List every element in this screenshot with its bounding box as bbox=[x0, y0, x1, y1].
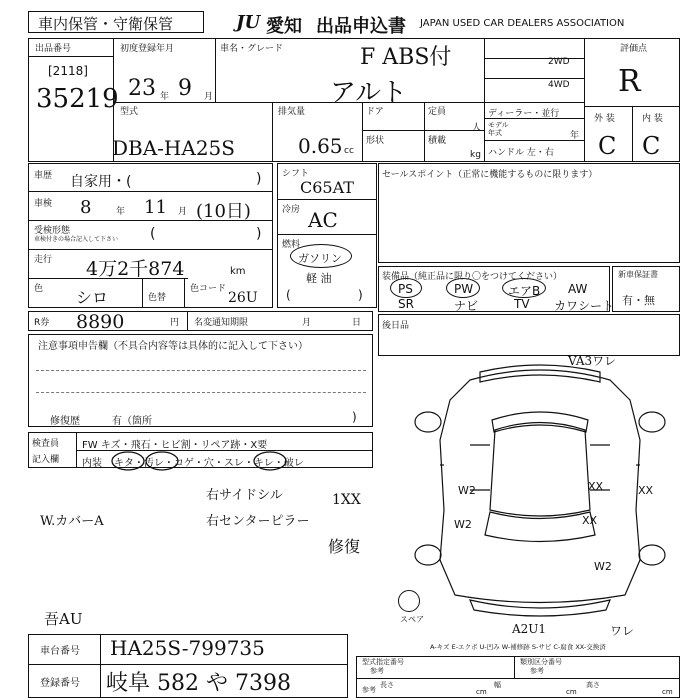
wheel-rr bbox=[639, 545, 665, 565]
spare-label: スペア bbox=[400, 615, 424, 624]
car-diagram bbox=[410, 360, 670, 620]
inspector-circles bbox=[100, 444, 300, 474]
grade-value: F ABS付 bbox=[360, 45, 452, 70]
color-code-value: 26U bbox=[228, 290, 258, 306]
diag-note-top: VA3ワレ bbox=[568, 354, 617, 368]
insp-day: (10日) bbox=[196, 201, 251, 222]
inspector-label2: 記入欄 bbox=[32, 455, 60, 465]
grade-score-value: R bbox=[618, 64, 641, 99]
mileage-value: 4万2千874 bbox=[86, 258, 185, 280]
exterior-label: 外 装 bbox=[594, 114, 615, 124]
note-wcover: W.カバーA bbox=[40, 514, 104, 529]
repair-close: ) bbox=[352, 410, 357, 424]
equip-aw: AW bbox=[568, 282, 588, 296]
insp-year-unit: 年 bbox=[116, 207, 126, 217]
r-value: 8890 bbox=[76, 311, 125, 333]
person-unit: 人 bbox=[472, 123, 482, 133]
dealer-label: ディーラー・並行 bbox=[488, 109, 560, 119]
receive-open: ( bbox=[150, 226, 156, 242]
inspector-int-row: キタ・汚レ・コゲ・穴・スレ・キレ・破レ bbox=[114, 458, 304, 469]
note-1xx: 1XX bbox=[332, 492, 361, 508]
model-year-label: モデル 年式 bbox=[488, 121, 509, 138]
ref-width: 幅 bbox=[494, 681, 501, 689]
equip-pw-circle bbox=[446, 278, 480, 298]
equip-navi: ナビ bbox=[454, 299, 479, 313]
color-change-label: 色替 bbox=[148, 293, 167, 303]
ref-cm-3: cm bbox=[662, 688, 673, 696]
damage-legend: A-キズ E-エクボ U-凹み W-補修跡 S-サビ C-腐食 XX-交換済 bbox=[430, 643, 606, 651]
equip-airbag: エアB bbox=[508, 284, 541, 298]
fuel-gas: ガソリン bbox=[298, 252, 342, 265]
ref-length: 長さ bbox=[380, 681, 394, 689]
model-name-label: 車名・グレード bbox=[220, 44, 284, 54]
equip-seat: カワシート bbox=[554, 299, 615, 313]
mileage-label: 走行 bbox=[34, 255, 53, 265]
equip-airbag-circle bbox=[502, 278, 546, 298]
doors-label: ドア bbox=[366, 107, 384, 117]
lot-no-label: 出品番号 bbox=[35, 44, 72, 54]
model-code-value: DBA-HA25S bbox=[112, 136, 235, 160]
ref-cm-1: cm bbox=[476, 688, 487, 696]
interior-label: 内 装 bbox=[642, 114, 663, 124]
ref-head-2: 類別区分番号 bbox=[520, 658, 562, 666]
inspector-fw-row: FW キズ・飛石・ヒビ割・リペア跡・X要 bbox=[82, 440, 268, 451]
color-value: シロ bbox=[76, 288, 109, 307]
interior-score: C bbox=[642, 132, 661, 160]
reg-month-unit: 月 bbox=[204, 92, 214, 102]
ref-sub-2: 参考 bbox=[530, 667, 544, 675]
receive-label: 受検形態 bbox=[34, 226, 71, 236]
shift-value: C65AT bbox=[300, 178, 354, 197]
receive-note: 車検付きの場合記入して下さい bbox=[34, 236, 119, 243]
spare-tire bbox=[398, 590, 420, 612]
wheel-rl bbox=[415, 545, 441, 565]
receive-close: ) bbox=[256, 226, 262, 242]
sales-point-label: セールスポイント（正常に機能するものに限ります） bbox=[382, 170, 598, 180]
note-repaired: 修復 bbox=[328, 537, 361, 556]
diag-mark-w2-c: W2 bbox=[594, 560, 612, 573]
ac-label: 冷房 bbox=[282, 205, 301, 215]
note-center-pillar: 右センターピラー bbox=[206, 514, 310, 529]
fuel-paren-close: ) bbox=[358, 288, 363, 302]
after-frame bbox=[378, 314, 680, 356]
after-label: 後日品 bbox=[382, 321, 410, 331]
equip-tv: TV bbox=[514, 297, 530, 311]
mileage-unit: km bbox=[230, 266, 246, 277]
plate-label: 登録番号 bbox=[40, 678, 80, 689]
capacity-label: 定員 bbox=[428, 107, 447, 117]
notice-label: 名変通知期限 bbox=[194, 318, 249, 328]
equip-ps-circle bbox=[390, 278, 422, 298]
equip-title: 装備品（純正品に限り〇をつけてください） bbox=[382, 272, 563, 282]
reg-year-unit: 年 bbox=[160, 92, 170, 102]
diag-note-bottom: A2U1 bbox=[512, 622, 547, 636]
kg-unit: kg bbox=[470, 150, 481, 160]
history-value: 自家用・( bbox=[70, 174, 132, 190]
chassis-value: HA25S-799735 bbox=[110, 636, 265, 660]
storage-label: 車内保管・守衛保管 bbox=[38, 15, 174, 33]
org-en: JAPAN USED CAR DEALERS ASSOCIATION bbox=[420, 18, 625, 29]
ref-frame bbox=[356, 656, 680, 698]
wheel-fr bbox=[639, 412, 665, 432]
color-label: 色 bbox=[34, 284, 44, 294]
shift-label: シフト bbox=[282, 169, 310, 179]
fuel-diesel: 軽 油 bbox=[306, 272, 332, 285]
wheel-fl bbox=[415, 412, 441, 432]
ref-sub-1: 参考 bbox=[370, 667, 384, 675]
grade-score-label: 評価点 bbox=[620, 44, 648, 54]
ac-value: AC bbox=[308, 208, 338, 232]
ju-logo: JU bbox=[236, 12, 261, 33]
shape-label: 形状 bbox=[366, 136, 385, 146]
car-name-value: アルト bbox=[330, 78, 407, 108]
insp-year: 8 bbox=[80, 197, 92, 218]
history-close: ) bbox=[256, 171, 262, 187]
diag-mark-xx-b: XX bbox=[582, 514, 598, 527]
repair-value: 有（箇所 bbox=[112, 416, 152, 427]
note-au: 吾AU bbox=[44, 610, 83, 628]
repair-label: 修復歴 bbox=[50, 416, 80, 427]
model-code-label: 型式 bbox=[120, 107, 139, 117]
ref-height: 高さ bbox=[586, 681, 600, 689]
diag-mark-w2-a: W2 bbox=[458, 484, 476, 497]
form-title: 出品申込書 bbox=[316, 16, 406, 37]
two-wd-label: 2WD bbox=[548, 57, 570, 67]
lot-prefix: [2118] bbox=[48, 64, 88, 78]
insp-month-unit: 月 bbox=[178, 207, 188, 217]
lot-no-value: 35219 bbox=[36, 84, 119, 114]
org-jp: 愛知 bbox=[266, 16, 302, 37]
chassis-label: 車台番号 bbox=[40, 646, 80, 657]
cc-unit: cc bbox=[344, 146, 354, 156]
ref-cm-2: cm bbox=[566, 688, 577, 696]
plate-value: 岐阜 582 や 7398 bbox=[106, 671, 291, 696]
displacement-label: 排気量 bbox=[278, 107, 306, 117]
diag-note-crack: ワレ bbox=[610, 624, 635, 638]
equip-sr: SR bbox=[398, 297, 414, 311]
diag-mark-xx-a: XX bbox=[588, 480, 604, 493]
notice-day: 日 bbox=[352, 318, 362, 328]
r-label: R券 bbox=[34, 318, 50, 328]
inspection-label: 車検 bbox=[34, 199, 53, 209]
r-unit: 円 bbox=[170, 318, 180, 328]
diag-mark-xx-c: XX bbox=[638, 484, 654, 497]
ref-head-1: 型式指定番号 bbox=[362, 658, 404, 666]
caution-title: 注意事項申告欄（不具合内容等は具体的に記入して下さい） bbox=[38, 341, 308, 352]
notice-month: 月 bbox=[302, 318, 312, 328]
displacement-value: 0.65 bbox=[298, 134, 343, 158]
model-year-unit: 年 bbox=[570, 131, 580, 141]
fuel-label: 燃料 bbox=[282, 240, 301, 250]
note-right-sill: 右サイドシル bbox=[206, 488, 283, 503]
first-reg-label: 初度登録年月 bbox=[120, 44, 175, 54]
reg-month-value: 9 bbox=[178, 76, 192, 101]
recycle-label: 新車保証書 bbox=[618, 270, 658, 279]
reg-year-value: 23 bbox=[128, 76, 156, 101]
color-code-label: 色コード bbox=[190, 284, 227, 294]
fuel-paren-open: ( bbox=[286, 288, 291, 302]
four-wd-label: 4WD bbox=[548, 80, 570, 90]
recycle-value: 有・無 bbox=[622, 294, 655, 307]
equip-pw: PW bbox=[454, 282, 474, 296]
ref-note: 参考 bbox=[362, 686, 376, 694]
exterior-score: C bbox=[598, 132, 617, 160]
diag-mark-w2-b: W2 bbox=[454, 518, 472, 531]
inspector-label1: 検査員 bbox=[32, 439, 60, 449]
history-label: 車歴 bbox=[34, 171, 53, 181]
roof bbox=[490, 423, 590, 517]
load-label: 積載 bbox=[428, 136, 447, 146]
insp-month: 11 bbox=[144, 197, 167, 218]
inspector-int-label: 内装 bbox=[82, 458, 102, 469]
fuel-circle bbox=[290, 244, 352, 268]
handle-label: ハンドル 左・右 bbox=[488, 148, 554, 158]
equip-ps: PS bbox=[398, 282, 413, 296]
